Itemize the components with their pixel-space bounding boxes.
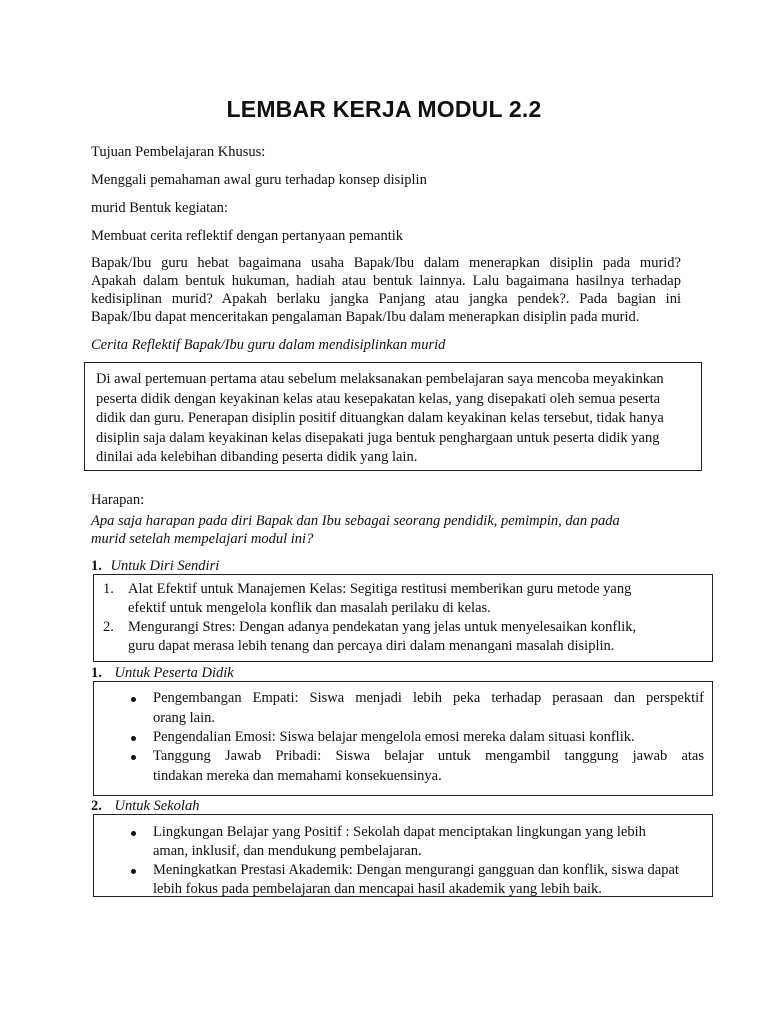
list-item [129,689,704,728]
story-box [84,362,702,471]
bullet-icon [131,869,136,874]
bullet-icon [131,697,136,702]
harapan-question-line: murid setelah mempelajari modul ini? [91,531,314,547]
section-peserta-box [93,681,713,796]
section-number: 1. [91,558,102,574]
section-number: 2. [91,798,102,814]
list-item [103,580,704,618]
question-paragraph [91,254,681,326]
list-item-line: Meningkatkan Prestasi Akademik: Dengan mengurangi gangguan dan konflik, siswa dapat [153,862,679,878]
list-marker: 2. [103,619,114,635]
list-item-line: efektif untuk mengelola konflik dan masalah perilaku di kelas. [128,600,491,616]
bullet-icon [131,736,136,741]
story-line: didik dan guru. Penerapan disiplin positif dituangkan dalam keyakinan kelas tersebut, tidak hanya [96,410,664,426]
question-line: Bapak/Ibu dapat menceritakan pengalaman Bapak/Ibu dalam menerapkan disiplin pada murid. [91,309,640,325]
list-item-line: tindakan mereka dan memahami konsekuensinya. [153,767,442,784]
section-peserta-heading [91,664,234,682]
list-item [129,861,704,897]
list-item-line: aman, inklusif, dan mendukung pembelajaran. [153,843,422,859]
list-item-line: Pengendalian Emosi: Siswa belajar mengelola emosi mereka dalam situasi konflik. [153,729,635,745]
kegiatan-line: murid Bentuk kegiatan: [91,200,228,216]
list-item [129,823,704,861]
section-title: Untuk Peserta Didik [114,665,234,681]
story-line: dinilai ada kelebihan dibanding peserta didik yang lain. [96,449,418,465]
list-item-line: Tanggung Jawab Pribadi: Siswa belajar untuk mengambil tanggung jawab atas [153,748,704,764]
story-line: peserta didik dengan keyakinan kelas atau kesepakatan kelas, yang disepakati oleh semua peserta [96,390,661,407]
list-item-line: Lingkungan Belajar yang Positif : Sekolah dapat menciptakan lingkungan yang lebih [153,824,646,840]
story-heading: Cerita Reflektif Bapak/Ibu guru dalam mendisiplinkan murid [91,337,446,353]
question-line: Bapak/Ibu guru hebat bagaimana usaha Bapak/Ibu dalam menerapkan disiplin pada murid? [91,255,681,271]
question-line: Apakah dalam bentuk hukuman, hadiah atau bentuk lainnya. Lalu bagaimana hasilnya terhadap [91,273,681,289]
story-line: Di awal pertemuan pertama atau sebelum melaksanakan pembelajaran saya mencoba meyakinkan [96,371,664,387]
bullet-icon [131,755,136,760]
section-number: 1. [91,665,102,681]
question-line: kedisiplinan murid? Apakah berlaku jangka Panjang atau jangka pendek?. Pada bagian ini [91,291,681,307]
list-marker: 1. [103,581,114,597]
harapan-question-line: Apa saja harapan pada diri Bapak dan Ibu sebagai seorang pendidik, pemimpin, dan pada [91,513,620,529]
kegiatan-text: Membuat cerita reflektif dengan pertanyaan pemantik [91,228,404,244]
list-item [129,747,704,786]
harapan-question [91,512,681,548]
list-item-line: Mengurangi Stres: Dengan adanya pendekatan yang jelas untuk menyelesaikan konflik, [128,619,637,635]
list-item [103,618,704,656]
section-sekolah-heading [91,797,199,815]
bullet-icon [131,831,136,836]
tujuan-label: Tujuan Pembelajaran Khusus: [91,144,266,160]
section-diri-heading [91,557,219,575]
section-diri-box [93,574,713,662]
list-item-line: orang lain. [153,709,216,726]
section-sekolah-box [93,814,713,897]
story-line: disiplin saja dalam keyakinan kelas disepakati juga bentuk penghargaan untuk peserta didik yang [96,429,660,446]
list-item [129,728,704,747]
tujuan-text: Menggali pemahaman awal guru terhadap konsep disiplin [91,172,427,188]
list-item-line: Alat Efektif untuk Manajemen Kelas: Segitiga restitusi memberikan guru metode yang [128,581,632,597]
section-title: Untuk Diri Sendiri [110,558,220,574]
harapan-label: Harapan: [91,492,145,508]
list-item-line: lebih fokus pada pembelajaran dan mencapai hasil akademik yang lebih baik. [153,881,602,897]
list-item-line: Pengembangan Empati: Siswa menjadi lebih peka terhadap perasaan dan perspektif [153,690,704,706]
list-item-line: guru dapat merasa lebih tenang dan percaya diri dalam menangani masalah disiplin. [128,638,615,654]
document-title: LEMBAR KERJA MODUL 2.2 [226,96,542,122]
section-title: Untuk Sekolah [114,798,200,814]
